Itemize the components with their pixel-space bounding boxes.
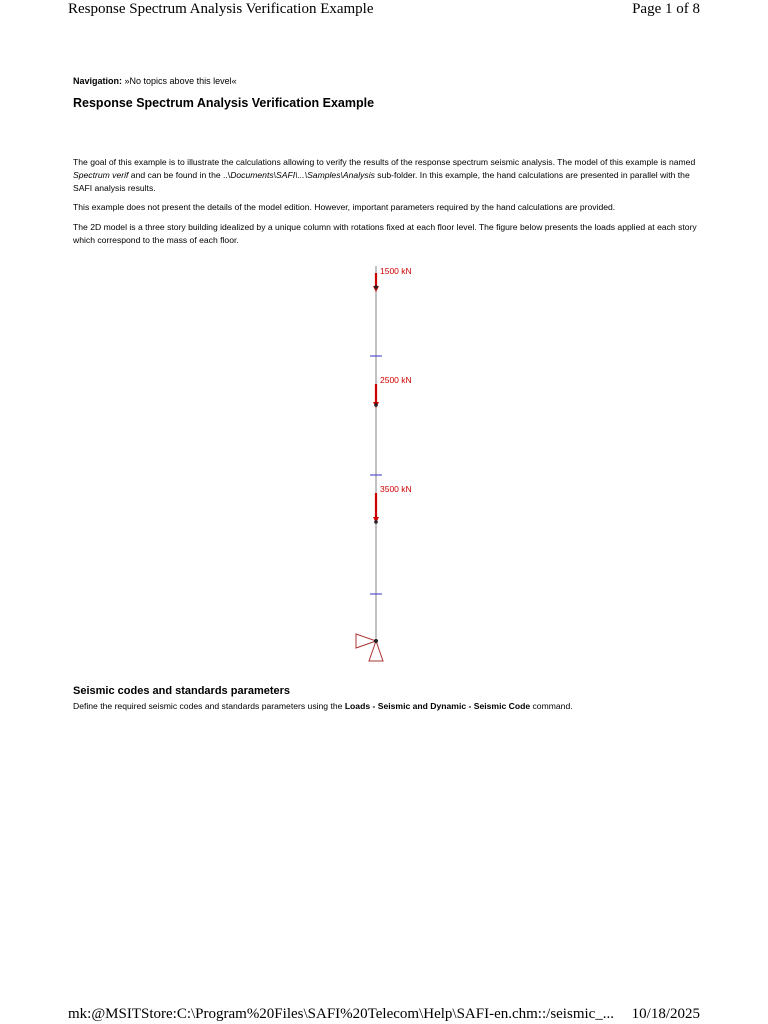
fixed-support-icon — [356, 634, 383, 661]
load-arrow-3 — [373, 493, 379, 524]
load-label-2: 2500 kN — [380, 375, 412, 385]
model-figure — [340, 258, 440, 668]
intro-text-c: sub-folder. In this example, the hand calculations are presented in parallel with the SAFI analysis results. — [73, 170, 690, 193]
navigation-link[interactable]: »No topics above this level« — [124, 76, 237, 86]
navigation-bar — [73, 76, 237, 86]
command-link: Loads - Seismic and Dynamic - Seismic Code — [344, 701, 531, 711]
section-text-before: Define the required seismic codes and standards parameters using the — [73, 701, 345, 711]
load-label-3: 3500 kN — [380, 484, 412, 494]
intro-text-b: and can be found in the ..\ — [128, 170, 231, 180]
load-arrow-1 — [373, 273, 379, 292]
page-title: Response Spectrum Analysis Verification Example — [73, 96, 375, 110]
header-title: Response Spectrum Analysis Verification Example — [68, 1, 374, 17]
folder-path: Documents\SAFI\...\Samples\Analysis — [230, 170, 375, 180]
load-label-1: 1500 kN — [380, 266, 412, 276]
details-paragraph: This example does not present the details of the model edition. However, important parameters required by the hand calculations are provided. — [73, 202, 616, 212]
model-name: Spectrum verif — [73, 170, 129, 180]
column-diagram — [340, 258, 440, 668]
model-paragraph: The 2D model is a three story building idealized by a unique column with rotations fixed at each floor level. The figure below presents the loads applied at each story which correspond to the mass of each floor. — [73, 222, 697, 245]
intro-paragraph — [73, 156, 698, 195]
section-title: Seismic codes and standards parameters — [73, 685, 291, 697]
section-text — [73, 701, 573, 711]
header-page-number: Page 1 of 8 — [632, 1, 700, 17]
footer-url: mk:@MSITStore:C:\Program%20Files\SAFI%20Telecom\Help\SAFI-en.chm::/seismic_... — [68, 1006, 615, 1022]
footer-date: 10/18/2025 — [631, 1006, 700, 1022]
navigation-label: Navigation: — [73, 76, 123, 86]
load-arrow-2 — [373, 384, 379, 408]
section-text-after: command. — [530, 701, 573, 711]
intro-text-a: The goal of this example is to illustrate the calculations allowing to verify the results of the response spectrum seismic analysis. The model of this example is named — [73, 157, 696, 167]
